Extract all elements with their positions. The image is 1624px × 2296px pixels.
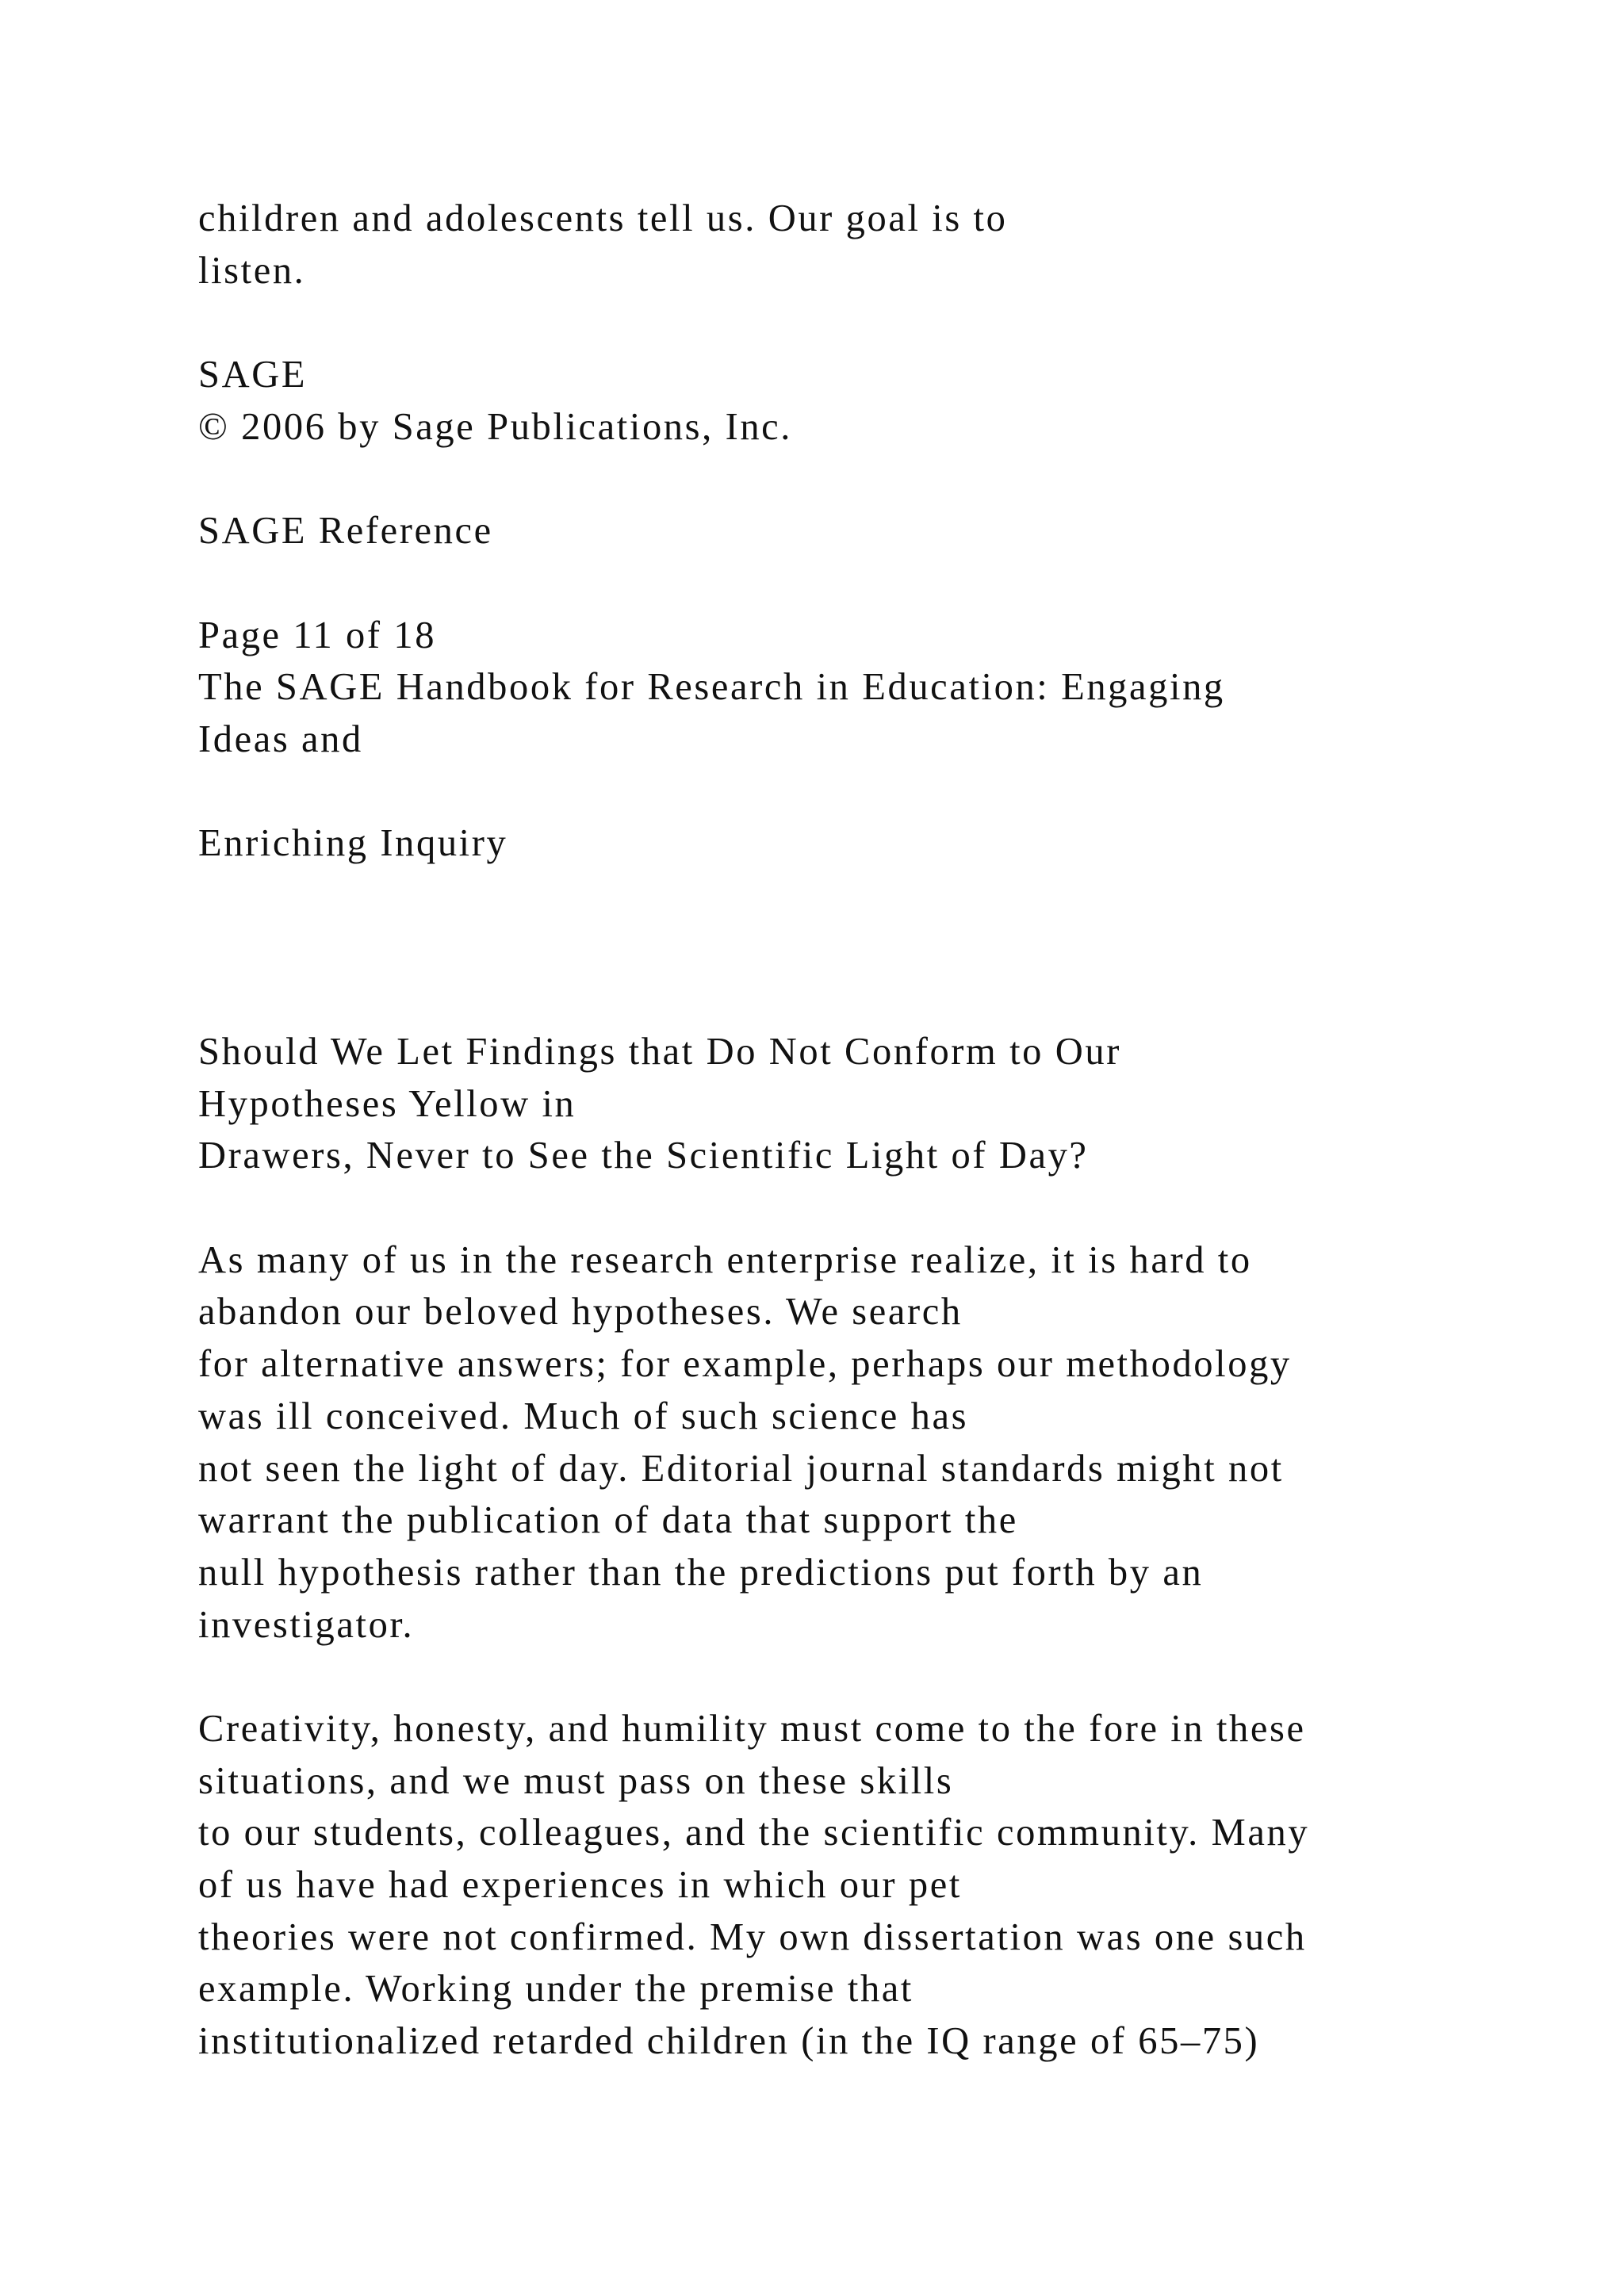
publisher-name: SAGE <box>198 354 308 396</box>
paragraph-line: to our students, colleagues, and the scientific community. Many <box>198 1812 1310 1854</box>
page-number: Page 11 of 18 <box>198 614 437 656</box>
paragraph-line: example. Working under the premise that <box>198 1968 914 2011</box>
paragraph-line: Creativity, honesty, and humility must come to the fore in these <box>198 1707 1306 1750</box>
paragraph-line: not seen the light of day. Editorial journal standards might not <box>198 1447 1284 1490</box>
book-title-line: The SAGE Handbook for Research in Education: Engaging <box>198 666 1225 709</box>
text-line: children and adolescents tell us. Our goal is to <box>198 197 1008 239</box>
paragraph-line: As many of us in the research enterprise realize, it is hard to <box>198 1238 1252 1281</box>
blank-line <box>198 557 1562 610</box>
blank-line <box>198 297 1562 349</box>
paragraph-line: of us have had experiences in which our pet <box>198 1864 962 1906</box>
blank-line <box>198 766 1562 818</box>
paragraph-line: investigator. <box>198 1603 415 1646</box>
paragraph-line: was ill conceived. Much of such science has <box>198 1395 969 1437</box>
source-name: SAGE Reference <box>198 510 493 553</box>
paragraph-line: situations, and we must pass on these skills <box>198 1759 954 1802</box>
paragraph-line: abandon our beloved hypotheses. We search <box>198 1291 963 1334</box>
document-text <box>198 193 1562 2068</box>
section-heading-line: Should We Let Findings that Do Not Conform to Our <box>198 1031 1121 1073</box>
blank-line <box>198 870 1562 922</box>
book-title-line: Ideas and <box>198 718 363 760</box>
section-heading-line: Hypotheses Yellow in <box>198 1082 576 1125</box>
paragraph-line: theories were not confirmed. My own dissertation was one such <box>198 1915 1307 1958</box>
blank-line <box>198 453 1562 505</box>
paragraph-line: warrant the publication of data that support the <box>198 1499 1018 1542</box>
copyright-line: © 2006 by Sage Publications, Inc. <box>198 405 793 448</box>
paragraph-line: for alternative answers; for example, perhaps our methodology <box>198 1343 1292 1386</box>
blank-line <box>198 1651 1562 1703</box>
blank-line <box>198 922 1562 974</box>
section-heading-line: Drawers, Never to See the Scientific Light of Day? <box>198 1135 1089 1177</box>
book-title-line: Enriching Inquiry <box>198 822 508 865</box>
paragraph-line: institutionalized retarded children (in the IQ range of 65–75) <box>198 2020 1260 2063</box>
blank-line <box>198 974 1562 1026</box>
text-line: listen. <box>198 249 306 292</box>
blank-line <box>198 1182 1562 1234</box>
paragraph-line: null hypothesis rather than the predictions put forth by an <box>198 1551 1204 1594</box>
